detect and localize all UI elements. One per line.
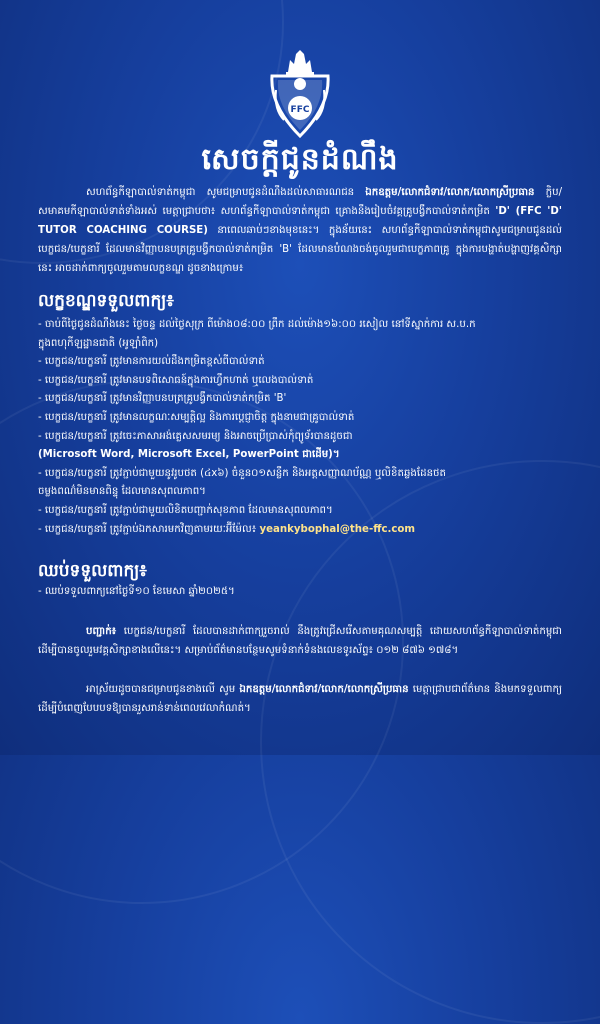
list-item: - បេក្ខជន/បេក្ខនារី ត្រូវមានលក្ខណៈសម្បត្តិល្អ និងការប្តេជ្ញាចិត្ត ក្នុងនាមជាគ្រូបាល់ទាត់ <box>38 411 355 423</box>
list-item: ក្នុងពហុកីឡដ្ឋានជាតិ (អូឡាំពិក) <box>38 337 159 349</box>
page-title: សេចក្ដីជូនដំណឹង <box>201 142 399 177</box>
deadline-heading: ឈប់ទទួលពាក្យ៖ <box>38 561 147 581</box>
list-item: (Microsoft Word, Microsoft Excel, PowerPoint ជាដើម)។ <box>38 449 340 461</box>
note-label: បញ្ជាក់៖ <box>86 626 117 637</box>
list-item: - បេក្ខជន/បេក្ខនារី ត្រូវចេះភាសាអង់គ្លេសសមរម្យ និងអាចប្រើប្រាស់កុំព្យូទ័របានដូចជា <box>38 430 353 442</box>
contact-email-link[interactable]: yeankybophal@the-ffc.com <box>259 523 416 535</box>
note-paragraph <box>38 622 562 660</box>
list-item: - បេក្ខជន/បេក្ខនារី ត្រូវមានវិញ្ញាបនបត្រគ្រូបង្វឹកបាល់ទាត់កម្រិត 'B' <box>38 393 287 405</box>
closing-addressee: ឯកឧត្តម/លោកជំទាវ/លោក/លោកស្រីប្រធាន <box>239 684 409 695</box>
email-label: - បេក្ខជន/បេក្ខនារី ត្រូវភ្ជាប់ឯកសារមកវិញតាមរយៈអ៊ីម៉ែល៖ <box>38 523 260 535</box>
requirements-heading: លក្ខខណ្ឌទទួលពាក្យ៖ <box>38 291 174 311</box>
intro-text-1: សហព័ន្ធកីឡាបាល់ទាត់កម្ពុជា សូមជម្រាបជូនដំណឹងដល់សាធារណជន <box>86 187 366 198</box>
intro-text-2: ក្លិប/សមាគមកីឡាបាល់ទាត់ទាំងអស់ មេត្តាជ្រាបថា៖ សហព័ន្ធកីឡាបាល់ទាត់កម្ពុជា គ្រោងនឹងរៀបចំវគ្គគ្រូបង្វឹកបាល់ទាត់កម្រិត <box>38 187 562 217</box>
requirements-list <box>38 316 568 539</box>
intro-paragraph <box>38 183 562 278</box>
closing-text-2: មេត្តាជ្រាបជាព័ត៌មាន និងមកទទួលពាក្យដើម្បីបំពេញបែបបទឱ្យបានរួសរាន់ទាន់ពេលវេលាកំណត់។ <box>38 684 562 714</box>
list-item: ចម្លងពណ៌មិនមានពិន្ទុ ដែលមានសុពលភាព។ <box>38 486 206 498</box>
list-item: - ចាប់ពីថ្ងៃជូនដំណឹងនេះ ថ្ងៃចន្ទ ដល់ថ្ងៃសុក្រ ពីម៉ោង០៨:០០ ព្រឹក ដល់ម៉ោង១៦:០០ រសៀល នៅទីស្នាក់ការ ស.ប.ក <box>38 319 476 330</box>
intro-course-name: 'D' (FFC 'D' TUTOR COACHING COURSE) <box>38 206 562 236</box>
intro-addressee: ឯកឧត្តម/លោកជំទាវ/លោក/លោកស្រីប្រធាន <box>365 187 535 198</box>
list-item: - បេក្ខជន/បេក្ខនារី ត្រូវភ្ជាប់ជាមួយលិខិតបញ្ជាក់សុខភាព ដែលមានសុពលភាព។ <box>38 504 333 516</box>
list-item: - បេក្ខជន/បេក្ខនារី ត្រូវមានការយល់ដឹងកម្រិតខ្ពស់ពីបាល់ទាត់ <box>38 356 265 368</box>
intro-text-3: នាពេលឆាប់ៗខាងមុខនេះ។ ក្នុងន័យនេះ សហព័ន្ធកីឡាបាល់ទាត់កម្ពុជាសូមជម្រាបជូនដល់បេក្ខជន/បេក្ខនារី ដែលមានវិញ្ញាបនបត្រគ្រូបង្វឹកបាល់ទាត់កម្រិត 'B' ដែលមានបំណងចង់ចូលរួមជាបេក្ខភាពគ្រូ ក្នុងការបង្ហាត់បង្ហាញវគ្គសិក្សានេះ អាចដាក់ពាក្យចូលរួមតាមលក្ខខណ្ឌ ដូចខាងក្រោម៖ <box>38 225 562 274</box>
note-text: បេក្ខជន/បេក្ខនារី ដែលបានដាក់ពាក្យរួចរាល់ នឹងត្រូវជ្រើសរើសតាមគុណសម្បត្តិ ដោយសហព័ន្ធកីឡាបាល់ទាត់កម្ពុជា ដើម្បីបានចូលរួមវគ្គសិក្សាខាងលើនេះ។ សម្រាប់ព័ត៌មានបន្ថែមសូមទំនាក់ទំនងលេខទូរស័ព្ទ៖ ០១២ ៨៧៦ ១៧៨។ <box>38 626 562 656</box>
deadline-text: - ឈប់ទទួលពាក្យនៅថ្ងៃទី១០ ខែមេសា ឆ្នាំ២០២៥។ <box>38 586 235 597</box>
list-item: - បេក្ខជន/បេក្ខនារី ត្រូវមានបទពិសោធន៍ក្នុងការហ្វឹកហាត់ ឬលេងបាល់ទាត់ <box>38 374 314 386</box>
closing-text-1: អាស្រ័យដូចបានជម្រាបជូនខាងលើ សូម <box>86 684 240 695</box>
list-item: - បេក្ខជន/បេក្ខនារី ត្រូវភ្ជាប់ជាមួយនូវរូបថត (៤x៦) ចំនួន០១សន្លឹក និងអត្តសញ្ញាណប័ណ្ណ ឬលិខិតឆ្លងដែនថត <box>38 467 446 479</box>
list-item-email <box>38 521 568 540</box>
crest-abbr: FFC <box>290 105 310 115</box>
ffc-crest-logo <box>268 50 332 138</box>
closing-paragraph <box>38 680 562 718</box>
